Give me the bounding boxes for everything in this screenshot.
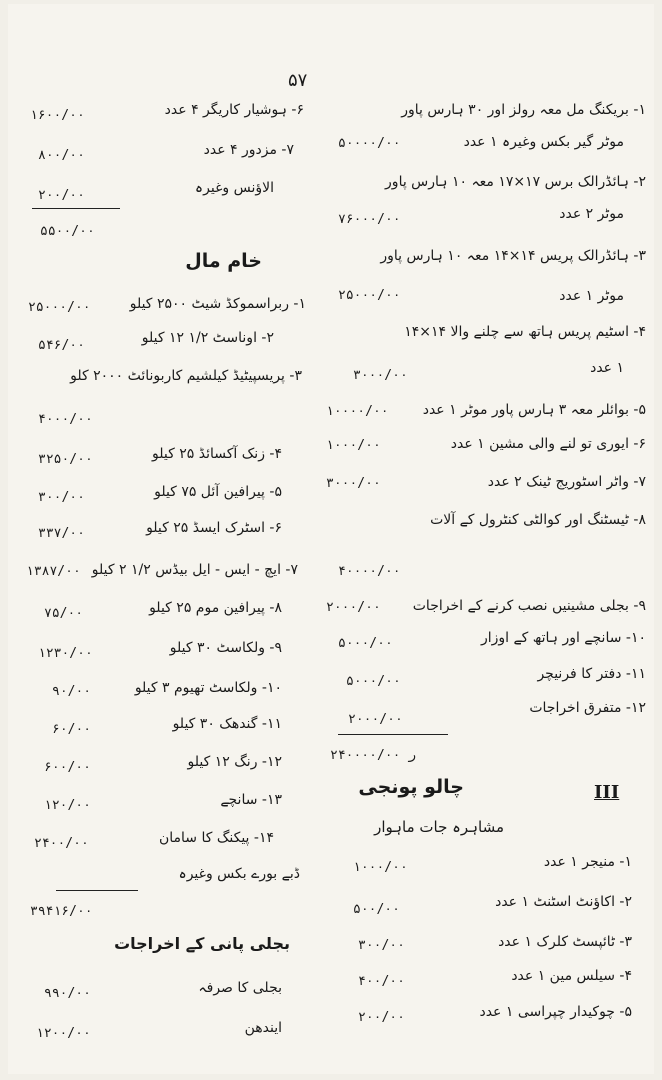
total-amount: ۲۴۰۰۰۰/۰۰ ر <box>330 748 417 763</box>
salary-amount: ۲۰۰/۰۰ <box>358 1010 405 1025</box>
amount: ۲۰۰۰/۰۰ <box>348 712 403 727</box>
list-item: ۶- ایوری تو لنے والی مشین ۱ عدد <box>450 436 646 452</box>
amount: ۱۰۰۰/۰۰ <box>326 438 381 453</box>
amount: ۱۲۳۰/۰۰ <box>38 646 93 661</box>
amount: ۶۰/۰۰ <box>52 722 92 737</box>
list-item: ۷- واٹر اسٹوریج ٹینک ۲ عدد <box>487 474 646 490</box>
amount: ۴۰۰۰/۰۰ <box>38 412 93 427</box>
amount: ۹۰/۰۰ <box>52 684 92 699</box>
list-item: ۱۳- سانچے <box>220 792 282 808</box>
list-item: ۴- اسٹیم پریس ہاتھ سے چلنے والا ۱۴×۱۴ <box>404 324 646 340</box>
salary-amount: ۵۰۰/۰۰ <box>353 902 400 917</box>
amount: ۱۲۰/۰۰ <box>44 798 91 813</box>
amount: ۱۳۸۷/۰۰ <box>26 564 81 579</box>
salary-item: ۴- سیلس مین ۱ عدد <box>511 968 632 984</box>
amount: ۳۰۰/۰۰ <box>38 490 85 505</box>
amount: ۲۵۰۰۰/۰۰ <box>338 288 401 303</box>
raw-total-rule <box>56 890 138 891</box>
salary-item: ۱- منیجر ۱ عدد <box>543 854 632 870</box>
list-item: ۳- ہائڈرالک پریس ۱۴×۱۴ معہ ۱۰ ہارس پاور <box>380 248 646 264</box>
list-item: ۱- بریکنگ مل معہ رولز اور ۳۰ ہارس پاور <box>401 102 646 118</box>
list-item: ایندھن <box>244 1020 282 1036</box>
salary-item: ۵- چوکیدار چپراسی ۱ عدد <box>479 1004 632 1020</box>
list-item: ۱۰- ولکاسٹ تھیوم ۳ کیلو <box>134 680 282 696</box>
utilities-title: بجلی پانی کے اخراجات <box>114 934 290 953</box>
list-item: بجلی کا صرفہ <box>198 980 282 996</box>
list-item: ۳- پریسپیٹیڈ کیلشیم کاربونائٹ ۲۰۰۰ کلو <box>70 368 302 384</box>
amount: ۹۹۰/۰۰ <box>44 986 91 1001</box>
raw-total-amount: ۳۹۴۱۶/۰۰ <box>30 904 93 919</box>
list-item: ۱۲- رنگ ۱۲ کیلو <box>187 754 282 770</box>
list-item: موٹر گیر بکس وغیرہ ۱ عدد <box>463 134 624 150</box>
amount: ۸۰۰/۰۰ <box>38 148 85 163</box>
amount: ۳۲۵۰/۰۰ <box>38 452 93 467</box>
amount: ۳۰۰۰/۰۰ <box>353 368 408 383</box>
salary-amount: ۴۰۰/۰۰ <box>358 974 405 989</box>
list-item: ۲- اوناسٹ ۱/۲ ۱۲ کیلو <box>141 330 274 346</box>
salary-item: ۲- اکاؤنٹ اسٹنٹ ۱ عدد <box>495 894 632 910</box>
list-item: ۱ عدد <box>590 360 624 376</box>
list-item: ۱۲- متفرق اخراجات <box>529 700 646 716</box>
list-item: موٹر ۲ عدد <box>559 206 624 222</box>
list-item: ۲- ہائڈرالک برس ۱۷×۱۷ معہ ۱۰ ہارس پاور <box>385 174 646 190</box>
list-item: ۷- مزدور ۴ عدد <box>203 142 294 158</box>
subtotal-rule <box>32 208 120 209</box>
list-item: ۵- پیرافین آئل ۷۵ کیلو <box>154 484 282 500</box>
list-item: ۸- پیرافین موم ۲۵ کیلو <box>149 600 282 616</box>
list-item: ۱۱- دفتر کا فرنیچر <box>537 666 646 682</box>
list-item: ۸- ٹیسٹنگ اور کوالٹی کنٹرول کے آلات <box>430 512 646 528</box>
list-item: ۱۱- گندھک ۳۰ کیلو <box>172 716 282 732</box>
list-item: ۹- ولکاسٹ ۳۰ کیلو <box>169 640 282 656</box>
amount: ۳۳۷/۰۰ <box>38 526 85 541</box>
amount: ۶۰۰/۰۰ <box>44 760 91 775</box>
salary-item: ۳- ٹائپسٹ کلرک ۱ عدد <box>498 934 632 950</box>
section-subtitle: مشاہرہ جات ماہوار <box>374 818 504 836</box>
section-roman-numeral: III <box>594 782 620 803</box>
document-page <box>8 4 654 1074</box>
amount: ۵۰۰۰/۰۰ <box>346 674 401 689</box>
amount: ۷۶۰۰۰/۰۰ <box>338 212 401 227</box>
list-item: ۶- ہوشیار کاریگر ۴ عدد <box>164 102 304 118</box>
list-item: ڈبے بورے بکس وغیرہ <box>178 866 300 882</box>
list-item: ۷- ایچ - ایس - ایل بیڈس ۱/۲ ۲ کیلو <box>91 562 298 578</box>
amount: ۵۰۰۰۰/۰۰ <box>338 136 401 151</box>
amount: ۲۰۰/۰۰ <box>38 188 85 203</box>
amount: ۱۲۰۰/۰۰ <box>36 1026 91 1041</box>
amount: ۲۴۰۰/۰۰ <box>34 836 89 851</box>
subtotal-amount: ۵۵۰۰/۰۰ <box>40 224 95 239</box>
amount: ۳۰۰۰/۰۰ <box>326 476 381 491</box>
amount: ۵۴۶/۰۰ <box>38 338 85 353</box>
amount: ۷۵/۰۰ <box>44 606 84 621</box>
list-item: الاؤنس وغیرہ <box>194 180 274 196</box>
amount: ۱۶۰۰/۰۰ <box>30 108 85 123</box>
total-rule <box>338 734 448 735</box>
list-item: ۴- زنک آکسائڈ ۲۵ کیلو <box>152 446 282 462</box>
list-item: ۱- ربراسموکڈ شیٹ ۲۵۰۰ کیلو <box>129 296 306 312</box>
amount: ۴۰۰۰۰/۰۰ <box>338 564 401 579</box>
raw-material-title: خام مال <box>185 250 262 272</box>
list-item: موٹر ۱ عدد <box>559 288 624 304</box>
list-item: ۶- اسٹرک ایسڈ ۲۵ کیلو <box>146 520 282 536</box>
list-item: ۱۰- سانچے اور ہاتھ کے اوزار <box>480 630 646 646</box>
section-title: چالو پونجی <box>358 776 464 798</box>
list-item: ۱۴- پیکنگ کا سامان <box>158 830 274 846</box>
salary-amount: ۱۰۰۰/۰۰ <box>353 860 408 875</box>
salary-amount: ۳۰۰/۰۰ <box>358 938 405 953</box>
amount: ۲۵۰۰۰/۰۰ <box>28 300 91 315</box>
page-number: ۵۷ <box>288 70 308 91</box>
amount: ۱۰۰۰۰/۰۰ <box>326 404 389 419</box>
amount: ۲۰۰۰/۰۰ <box>326 600 381 615</box>
list-item: ۹- بجلی مشینیں نصب کرنے کے اخراجات <box>412 598 646 614</box>
list-item: ۵- بوائلر معہ ۳ ہارس پاور موٹر ۱ عدد <box>422 402 646 418</box>
amount: ۵۰۰۰/۰۰ <box>338 636 393 651</box>
